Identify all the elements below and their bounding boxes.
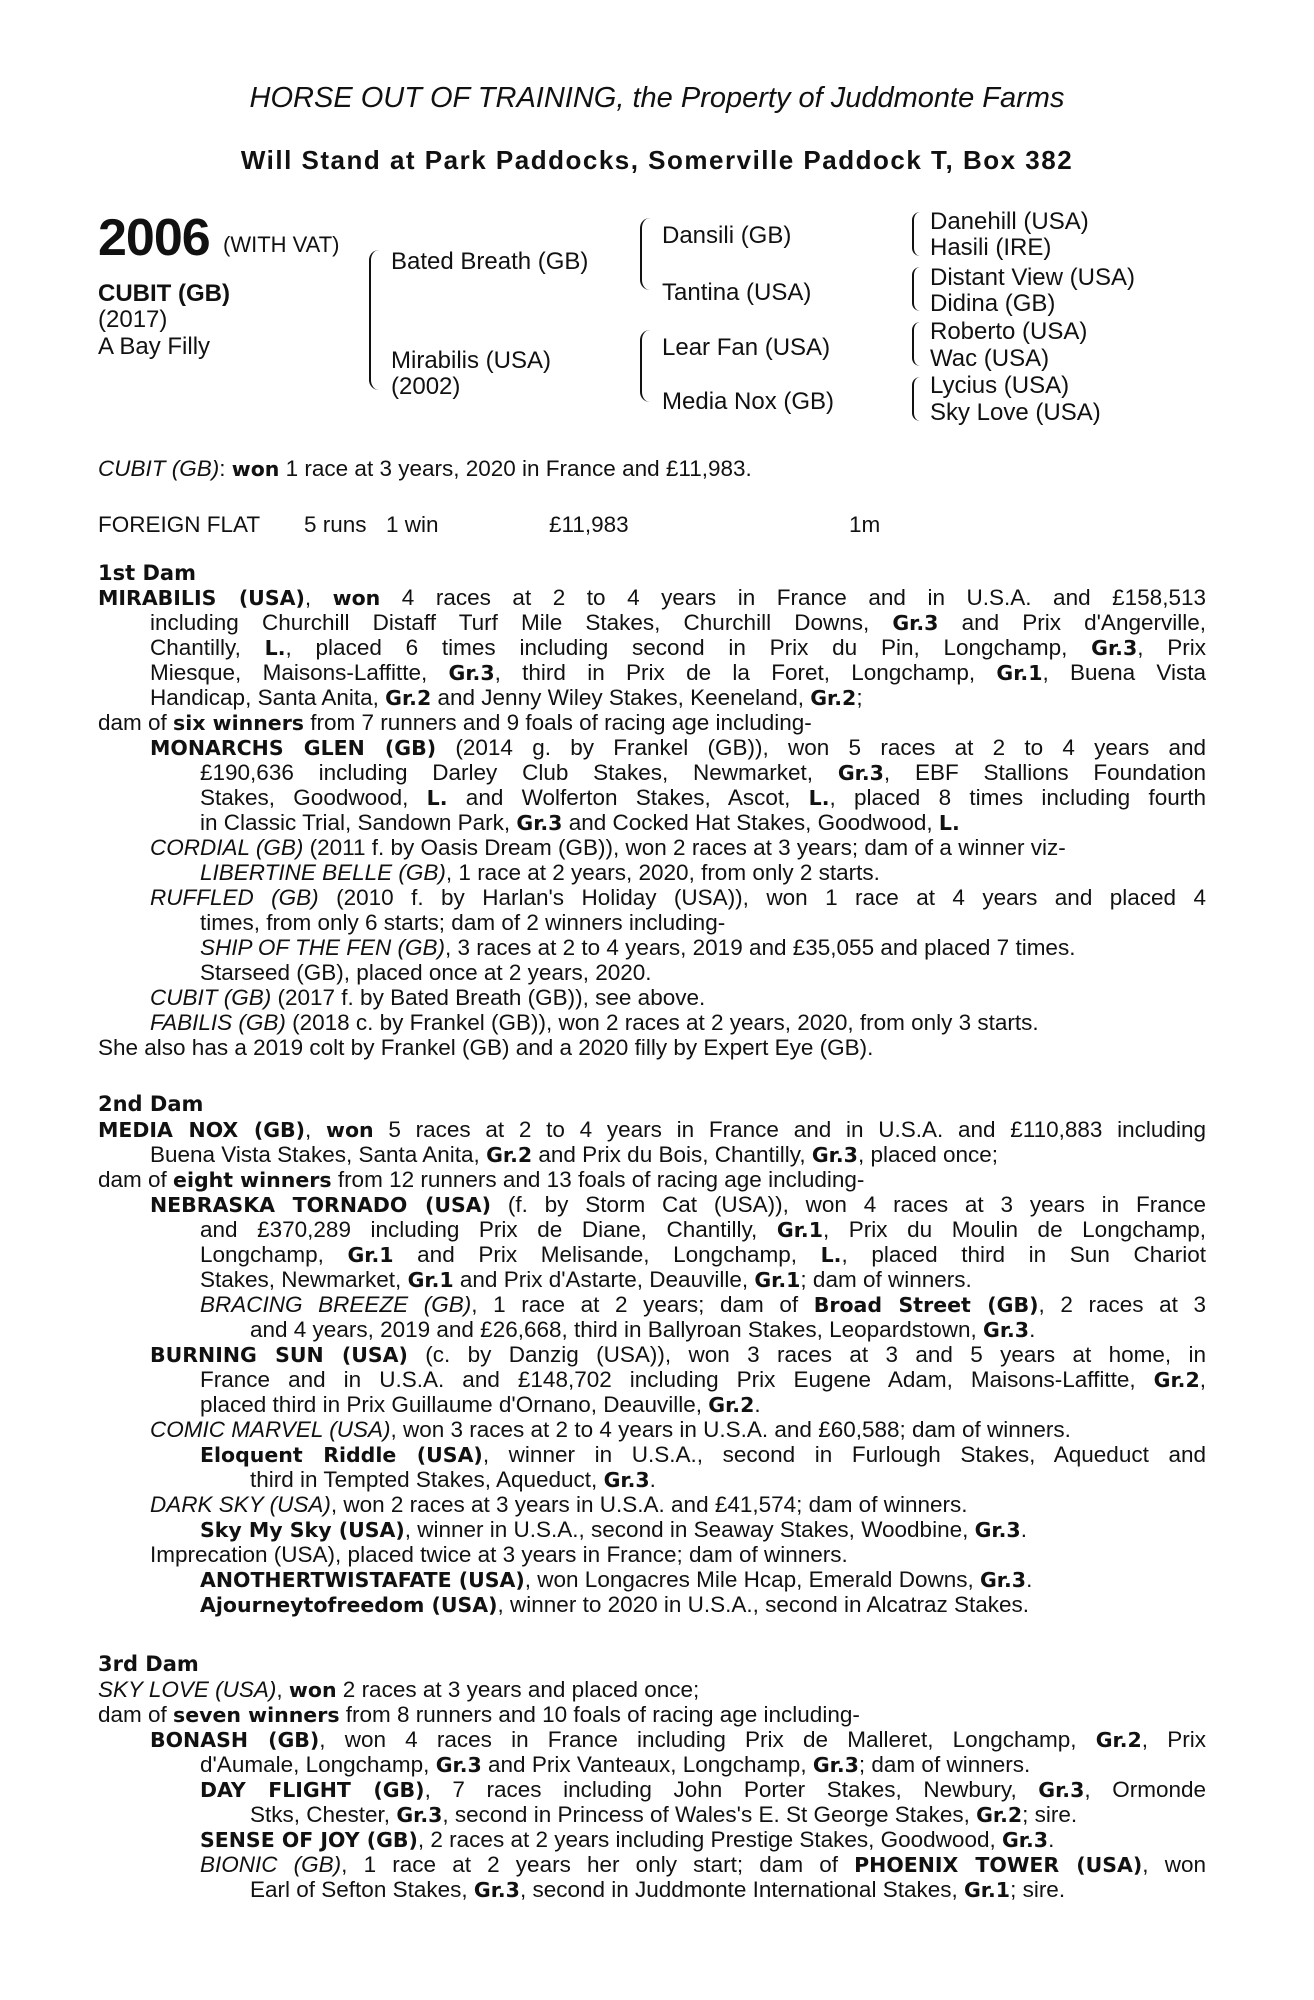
winners-count: six winners xyxy=(173,711,305,735)
text: , xyxy=(304,585,333,610)
text: , xyxy=(305,1117,327,1142)
text: Stks, Chester, xyxy=(250,1802,397,1827)
pedigree-brace-dam xyxy=(640,330,650,402)
text: . xyxy=(1020,1517,1027,1542)
summary-sep: : xyxy=(219,456,232,481)
first-dam-line xyxy=(150,660,1206,686)
progeny-name: BONASH (GB) xyxy=(150,1728,320,1752)
text: , placed third in Sun Chariot xyxy=(841,1242,1206,1267)
text: ; xyxy=(856,685,863,710)
third-dam-line xyxy=(250,1877,1065,1903)
text: and Prix Melisande, Longchamp, xyxy=(393,1242,821,1267)
first-dam-line xyxy=(150,685,863,711)
second-dam-line xyxy=(200,1217,1206,1243)
grade: Gr.3 xyxy=(812,1753,859,1777)
pedigree-ssd: Hasili (IRE) xyxy=(930,234,1052,261)
second-dam-line xyxy=(200,1267,972,1293)
pedigree-brace-ss xyxy=(912,212,920,256)
pedigree-brace-main xyxy=(369,250,379,390)
won-label: won xyxy=(288,1678,337,1702)
grade: Gr.1 xyxy=(996,661,1043,685)
text: , 7 races including John Porter Stakes, Newbury, xyxy=(424,1777,1039,1802)
text: and Prix Vanteaux, Longchamp, xyxy=(481,1752,813,1777)
first-dam-line xyxy=(200,785,1206,811)
won-label: won xyxy=(326,1118,374,1142)
text: and Wolferton Stakes, Ascot, xyxy=(447,785,809,810)
first-dam-line xyxy=(98,1035,873,1060)
text: Stakes, Newmarket, xyxy=(200,1267,408,1292)
pedigree-brace-sd xyxy=(912,267,920,311)
second-dam-line xyxy=(200,1517,1027,1543)
grade: Gr.3 xyxy=(516,811,563,835)
first-dam-line xyxy=(200,910,725,935)
text: ; sire. xyxy=(1022,1802,1078,1827)
first-dam-line xyxy=(150,735,1206,761)
first-dam-line xyxy=(98,585,1206,611)
first-dam-line xyxy=(150,885,1206,910)
text: , won 2 races at 3 years in U.S.A. and £41,574; dam of winners. xyxy=(330,1492,968,1517)
progeny-name: RUFFLED (GB) xyxy=(150,885,319,910)
text: , second in Princess of Wales's E. St George Stakes, xyxy=(442,1802,977,1827)
record-category: FOREIGN FLAT xyxy=(98,512,261,537)
text: (2017 f. by Bated Breath (GB)), see above. xyxy=(271,985,706,1010)
stand-location: Will Stand at Park Paddocks, Somerville Paddock T, Box 382 xyxy=(240,145,1074,175)
pedigree-brace-sire xyxy=(640,218,650,290)
pedigree-sire-dam: Tantina (USA) xyxy=(662,279,812,306)
grade: Gr.2 xyxy=(385,686,432,710)
progeny-name: FABILIS (GB) xyxy=(150,1010,286,1035)
grade: Gr.3 xyxy=(979,1568,1027,1592)
winners-count: seven winners xyxy=(173,1703,340,1727)
text: , third in Prix de la Foret, Longchamp, xyxy=(494,660,997,685)
grade: Gr.3 xyxy=(435,1753,482,1777)
progeny-name: DAY FLIGHT (GB) xyxy=(200,1778,425,1802)
text: , Ormonde xyxy=(1084,1777,1207,1802)
second-dam-line xyxy=(150,1192,1206,1218)
pedigree-brace-dd xyxy=(912,377,920,421)
text: , 2 races at 3 xyxy=(1038,1292,1206,1317)
first-dam-line xyxy=(150,635,1206,661)
text: , won Longacres Mile Hcap, Emerald Downs, xyxy=(524,1567,980,1592)
progeny-name: DARK SKY (USA) xyxy=(150,1492,331,1517)
summary-horse: CUBIT (GB) xyxy=(98,456,220,481)
text: , Prix xyxy=(1141,1727,1206,1752)
third-dam-line xyxy=(200,1827,1054,1853)
text: dam of xyxy=(98,1167,174,1192)
progeny-name: MONARCHS GLEN (GB) xyxy=(150,736,437,760)
grade: Gr.3 xyxy=(603,1468,650,1492)
text: , 1 race at 2 years her only start; dam of xyxy=(341,1852,855,1877)
record-distance: 1m xyxy=(849,512,881,537)
text: and 4 years, 2019 and £26,668, third in Ballyroan Stakes, Leopardstown, xyxy=(250,1317,983,1342)
progeny-name: BIONIC (GB) xyxy=(200,1852,342,1877)
text: (2018 c. by Frankel (GB)), won 2 races at 2 years, 2020, from only 3 starts. xyxy=(285,1010,1039,1035)
pedigree-dam-sire: Lear Fan (USA) xyxy=(662,334,831,361)
text: , Buena Vista xyxy=(1042,660,1206,685)
grade: Gr.3 xyxy=(473,1878,520,1902)
grade: L. xyxy=(820,1243,842,1267)
text: , placed 8 times including fourth xyxy=(829,785,1207,810)
first-dam-line xyxy=(150,610,1206,636)
pedigree-dam-year: (2002) xyxy=(391,373,461,400)
third-dam-heading: 3rd Dam xyxy=(98,1652,199,1676)
third-dam-line xyxy=(98,1677,699,1703)
first-dam-line xyxy=(200,935,1075,960)
second-dam-line xyxy=(200,1592,1029,1618)
text: . xyxy=(1048,1827,1055,1852)
text: , 1 race at 2 years; dam of xyxy=(471,1292,814,1317)
text: (2011 f. by Oasis Dream (GB)), won 2 races at 3 years; dam of a winner viz- xyxy=(303,835,1066,860)
second-dam-line xyxy=(200,1242,1206,1268)
pedigree-sss: Danehill (USA) xyxy=(930,208,1089,235)
text: . xyxy=(754,1392,761,1417)
text: , xyxy=(1199,1367,1206,1392)
text: 4 races at 2 to 4 years in France and in U.S.A. and £158,513 xyxy=(380,585,1206,610)
summary-won: won xyxy=(231,457,280,481)
second-dam-line xyxy=(200,1442,1206,1468)
first-dam-line xyxy=(200,860,880,885)
text: , placed 6 times including second in Prix du Pin, Longchamp, xyxy=(285,635,1092,660)
record-runs: 5 runs xyxy=(304,512,367,537)
text: France and in U.S.A. and £148,702 including Prix Eugene Adam, Maisons-Laffitte, xyxy=(200,1367,1154,1392)
grade: Gr.3 xyxy=(448,661,495,685)
text: . xyxy=(649,1467,656,1492)
third-dam-line xyxy=(200,1852,1206,1878)
second-dam-line xyxy=(150,1542,848,1567)
progeny-name: NEBRASKA TORNADO (USA) xyxy=(150,1193,492,1217)
text: £190,636 including Darley Club Stakes, Newmarket, xyxy=(200,760,838,785)
text: including Churchill Distaff Turf Mile Stakes, Churchill Downs, xyxy=(150,610,893,635)
progeny-name: ANOTHERTWISTAFATE (USA) xyxy=(200,1568,525,1592)
text: ; dam of winners. xyxy=(858,1752,1031,1777)
grade: Gr.1 xyxy=(776,1218,823,1242)
pedigree-dam-dam: Media Nox (GB) xyxy=(662,388,835,415)
text: 2 races at 3 years and placed once; xyxy=(336,1677,700,1702)
progeny-name: Sky My Sky (USA) xyxy=(200,1518,405,1542)
grade: Gr.1 xyxy=(407,1268,454,1292)
second-dam-line xyxy=(200,1367,1206,1393)
grade: Gr.3 xyxy=(811,1143,858,1167)
text: d'Aumale, Longchamp, xyxy=(200,1752,436,1777)
first-dam-heading: 1st Dam xyxy=(98,561,196,585)
text: times, from only 6 starts; dam of 2 winners including- xyxy=(200,910,726,935)
text: , Prix du Moulin de Longchamp, xyxy=(822,1217,1206,1242)
grade: Gr.2 xyxy=(1153,1368,1200,1392)
dam-name: SKY LOVE (USA) xyxy=(98,1677,277,1702)
text: and Prix d'Angerville, xyxy=(938,610,1206,635)
progeny-name: CUBIT (GB) xyxy=(150,985,272,1010)
second-dam-heading: 2nd Dam xyxy=(98,1092,204,1116)
text: , won 4 races in France including Prix de Malleret, Longchamp, xyxy=(319,1727,1096,1752)
grade: Gr.3 xyxy=(396,1803,443,1827)
text: She also has a 2019 colt by Frankel (GB) and a 2020 filly by Expert Eye (GB). xyxy=(98,1035,874,1060)
text: , winner in U.S.A., second in Seaway Stakes, Woodbine, xyxy=(404,1517,975,1542)
text: from 8 runners and 10 foals of racing age including- xyxy=(339,1702,860,1727)
first-dam-line xyxy=(200,810,960,836)
pedigree-brace-ds xyxy=(912,322,920,366)
text: , winner in U.S.A., second in Furlough Stakes, Aqueduct and xyxy=(482,1442,1207,1467)
horse-year: (2017) xyxy=(98,306,168,333)
progeny-name: CORDIAL (GB) xyxy=(150,835,304,860)
grade: Gr.2 xyxy=(486,1143,533,1167)
text: from 12 runners and 13 foals of racing age including- xyxy=(331,1167,865,1192)
progeny-name: Eloquent Riddle (USA) xyxy=(200,1443,483,1467)
vat-note: (WITH VAT) xyxy=(223,232,340,257)
second-dam-line xyxy=(200,1292,1206,1318)
text: placed third in Prix Guillaume d'Ornano, Deauville, xyxy=(200,1392,709,1417)
pedigree-dds: Lycius (USA) xyxy=(930,372,1070,399)
pedigree-ddd: Sky Love (USA) xyxy=(930,399,1101,426)
first-dam-line xyxy=(150,1010,1039,1035)
text: . xyxy=(1029,1317,1036,1342)
progeny-name: BRACING BREEZE (GB) xyxy=(200,1292,472,1317)
text: dam of xyxy=(98,710,174,735)
text: , won 3 races at 2 to 4 years in U.S.A. and £60,588; dam of winners. xyxy=(390,1417,1071,1442)
race-summary xyxy=(98,456,752,482)
first-dam-line xyxy=(150,835,1066,860)
grade: Gr.2 xyxy=(976,1803,1023,1827)
text: Earl of Sefton Stakes, xyxy=(250,1877,474,1902)
text: Chantilly, xyxy=(150,635,265,660)
third-dam-line xyxy=(200,1777,1206,1803)
second-dam-line xyxy=(98,1117,1206,1143)
grade: Gr.2 xyxy=(708,1393,755,1417)
text: (2014 g. by Frankel (GB)), won 5 races at 2 to 4 years and xyxy=(436,735,1207,760)
text: and Jenny Wiley Stakes, Keeneland, xyxy=(431,685,811,710)
second-dam-line xyxy=(150,1342,1206,1368)
progeny-name: BURNING SUN (USA) xyxy=(150,1343,408,1367)
text: Longchamp, xyxy=(200,1242,348,1267)
text: ; sire. xyxy=(1010,1877,1066,1902)
text: . xyxy=(1026,1567,1033,1592)
grade: L. xyxy=(426,786,448,810)
second-dam-line xyxy=(150,1492,967,1517)
text: Miesque, Maisons-Laffitte, xyxy=(150,660,449,685)
text: in Classic Trial, Sandown Park, xyxy=(200,810,517,835)
pedigree-dam: Mirabilis (USA) xyxy=(391,347,552,374)
text: and Cocked Hat Stakes, Goodwood, xyxy=(562,810,939,835)
text: (c. by Danzig (USA)), won 3 races at 3 and 5 years at home, in xyxy=(407,1342,1206,1367)
second-dam-line xyxy=(200,1567,1032,1593)
grade: Gr.2 xyxy=(1095,1728,1142,1752)
text: third in Tempted Stakes, Aqueduct, xyxy=(250,1467,604,1492)
grade: L. xyxy=(938,811,960,835)
record-wins: 1 win xyxy=(386,512,439,537)
won-label: won xyxy=(332,586,381,610)
progeny-name: SENSE OF JOY (GB) xyxy=(200,1828,418,1852)
dam-name: MEDIA NOX (GB) xyxy=(98,1118,306,1142)
grade: Gr.2 xyxy=(810,686,857,710)
second-dam-line xyxy=(98,1167,864,1193)
first-dam-line xyxy=(200,760,1206,786)
third-dam-line xyxy=(150,1727,1206,1753)
horse-description: A Bay Filly xyxy=(98,333,211,360)
grade: Gr.1 xyxy=(963,1878,1011,1902)
second-dam-line xyxy=(200,1392,761,1418)
page-title: HORSE OUT OF TRAINING, the Property of Juddmonte Farms xyxy=(249,82,1065,114)
first-dam-line xyxy=(200,960,652,985)
winners-count: eight winners xyxy=(173,1168,332,1192)
text: and £370,289 including Prix de Diane, Chantilly, xyxy=(200,1217,777,1242)
text: , placed once; xyxy=(857,1142,999,1167)
text: , 3 races at 2 to 4 years, 2019 and £35,055 and placed 7 times. xyxy=(445,935,1076,960)
text: Stakes, Goodwood, xyxy=(200,785,427,810)
grade: Gr.3 xyxy=(1001,1828,1049,1852)
third-dam-line xyxy=(250,1802,1077,1828)
record-earnings: £11,983 xyxy=(549,512,629,537)
horse-name: CUBIT (GB) xyxy=(98,280,230,307)
text: Handicap, Santa Anita, xyxy=(150,685,386,710)
text: from 7 runners and 9 foals of racing age including- xyxy=(304,710,812,735)
grade: L. xyxy=(264,636,286,660)
text: , second in Juddmonte International Stakes, xyxy=(519,1877,964,1902)
grade: Gr.3 xyxy=(892,611,939,635)
grade: Gr.3 xyxy=(974,1518,1021,1542)
third-dam-line xyxy=(200,1752,1030,1778)
text: , won xyxy=(1142,1852,1206,1877)
grade: Gr.3 xyxy=(1091,636,1138,660)
progeny-name: Broad Street (GB) xyxy=(813,1293,1039,1317)
pedigree-dss: Roberto (USA) xyxy=(930,318,1088,345)
text: , Prix xyxy=(1137,635,1206,660)
second-dam-line xyxy=(150,1417,1071,1442)
text: and Prix du Bois, Chantilly, xyxy=(532,1142,812,1167)
dam-name: MIRABILIS (USA) xyxy=(98,586,305,610)
second-dam-line xyxy=(150,1142,998,1168)
summary-text: 1 race at 3 years, 2020 in France and £11,983. xyxy=(279,456,752,481)
pedigree-sire: Bated Breath (GB) xyxy=(391,248,589,275)
third-dam-line xyxy=(98,1702,860,1728)
text: Buena Vista Stakes, Santa Anita, xyxy=(150,1142,487,1167)
first-dam-line xyxy=(98,710,812,736)
progeny-name: PHOENIX TOWER (USA) xyxy=(854,1853,1143,1877)
grade: Gr.3 xyxy=(983,1318,1030,1342)
grade: Gr.3 xyxy=(1038,1778,1085,1802)
progeny-name: Ajourneytofreedom (USA) xyxy=(200,1593,498,1617)
text: , xyxy=(276,1677,289,1702)
pedigree-sdd: Didina (GB) xyxy=(930,290,1056,317)
text: Imprecation (USA), placed twice at 3 years in France; dam of winners. xyxy=(150,1542,848,1567)
progeny-name: SHIP OF THE FEN (GB) xyxy=(200,935,446,960)
lot-number: 2006 xyxy=(98,209,210,267)
text: ; dam of winners. xyxy=(800,1267,972,1292)
text: , 1 race at 2 years, 2020, from only 2 starts. xyxy=(445,860,880,885)
first-dam-line xyxy=(150,985,705,1010)
text: , EBF Stallions Foundation xyxy=(883,760,1206,785)
text: and Prix d'Astarte, Deauville, xyxy=(453,1267,755,1292)
pedigree-dsd: Wac (USA) xyxy=(930,345,1050,372)
text: (2010 f. by Harlan's Holiday (USA)), won 1 race at 4 years and placed 4 xyxy=(318,885,1207,910)
grade: Gr.1 xyxy=(347,1243,394,1267)
progeny-name: LIBERTINE BELLE (GB) xyxy=(200,860,446,885)
pedigree-sds: Distant View (USA) xyxy=(930,264,1135,291)
grade: Gr.3 xyxy=(837,761,884,785)
text: (f. by Storm Cat (USA)), won 4 races at 3 years in France xyxy=(491,1192,1206,1217)
pedigree-sire-sire: Dansili (GB) xyxy=(662,222,792,249)
second-dam-line xyxy=(250,1317,1035,1343)
text: , winner to 2020 in U.S.A., second in Alcatraz Stakes. xyxy=(497,1592,1030,1617)
text: , 2 races at 2 years including Prestige Stakes, Goodwood, xyxy=(417,1827,1002,1852)
progeny-name: COMIC MARVEL (USA) xyxy=(150,1417,391,1442)
text: Starseed (GB), placed once at 2 years, 2020. xyxy=(200,960,652,985)
text: 5 races at 2 to 4 years in France and in U.S.A. and £110,883 including xyxy=(373,1117,1206,1142)
second-dam-line xyxy=(250,1467,656,1493)
grade: L. xyxy=(808,786,830,810)
text: dam of xyxy=(98,1702,174,1727)
grade: Gr.1 xyxy=(754,1268,801,1292)
